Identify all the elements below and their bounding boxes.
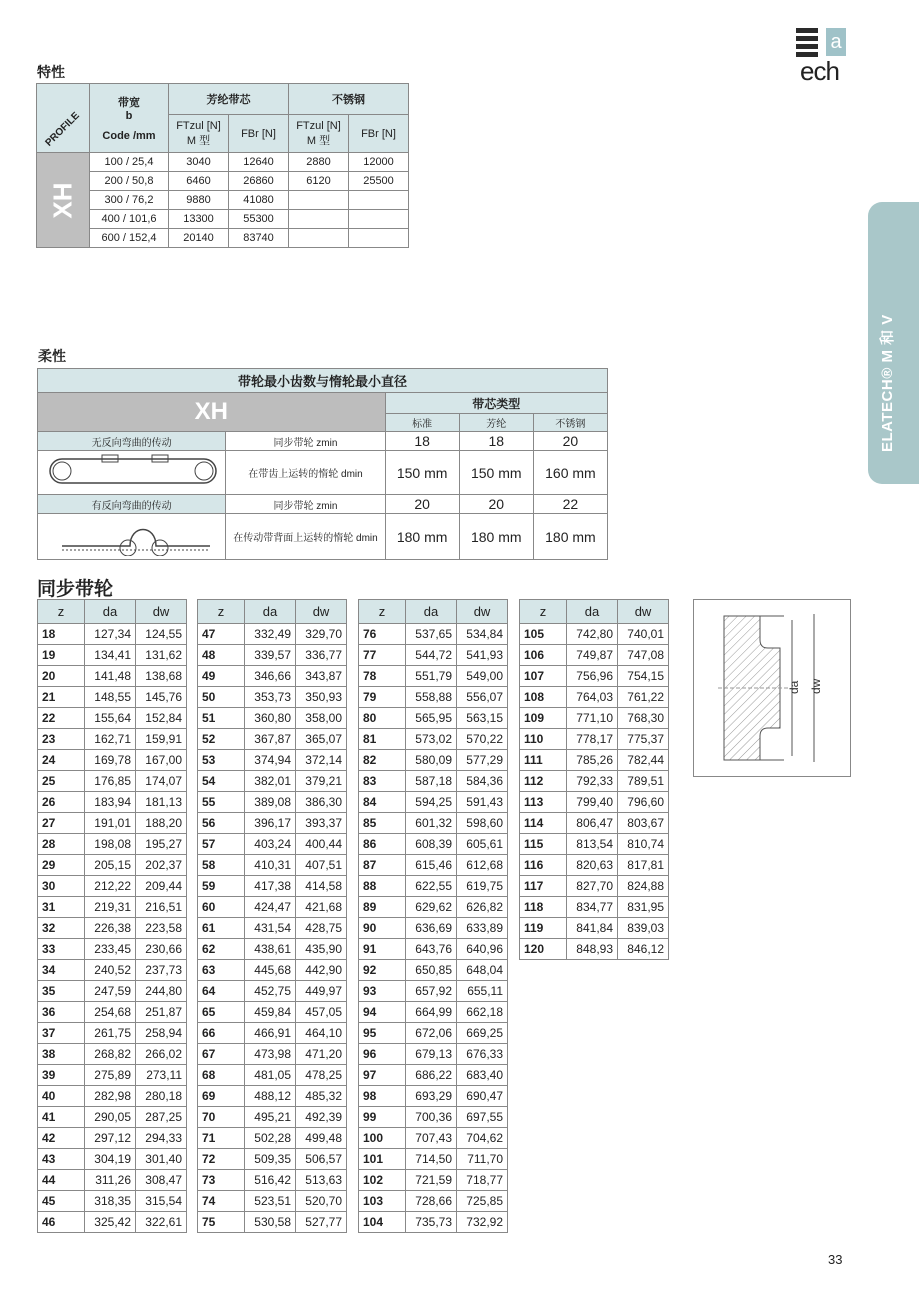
table-row: 58 410,31 407,51 bbox=[198, 855, 347, 876]
table-row: 90 636,69 633,89 bbox=[359, 918, 508, 939]
table-row: 88 622,55 619,75 bbox=[359, 876, 508, 897]
flex-row-label: 同步带轮 zmin bbox=[226, 495, 385, 514]
table-row: 43 304,19 301,40 bbox=[38, 1149, 187, 1170]
table-row: 27 191,01 188,20 bbox=[38, 813, 187, 834]
pulleys-heading: 同步带轮 bbox=[37, 579, 114, 600]
table-row: 23 162,71 159,91 bbox=[38, 729, 187, 750]
table-row: 120 848,93 846,12 bbox=[520, 939, 669, 960]
pulley-table-3: z da dw 76 537,65 534,84 77 544,72 541,93 78 551,79 549,00 79 558,88 556,07 80 565,95 563,15 81 573,02 570,22 82 580,09 577,29 83 587,18 584,36 84 594,25 591,43 85 601,32 598,60 86 608,39 605,61 87 615,46 612,68 88 622,55 619,75 89 629,62 626,82 90 636,69 633,89 91 643,76 640,96 92 650,85 648,04 93 657,92 655,11 94 664,99 662,18 95 672,06 669,25 96 679,13 676,33 97 686,22 683,40 98 693,29 690,47 99 700,36 697,55 100 707,43 704,62 101 714,50 711,70 102 721,59 718,77 103 728,66 725,85 104 735,73 732,92 bbox=[358, 599, 508, 1233]
table-row: 18 127,34 124,55 bbox=[38, 624, 187, 645]
table-row: 101 714,50 711,70 bbox=[359, 1149, 508, 1170]
table-row: 61 431,54 428,75 bbox=[198, 918, 347, 939]
table-row: 20 141,48 138,68 bbox=[38, 666, 187, 687]
table-row: 113 799,40 796,60 bbox=[520, 792, 669, 813]
table-row: 118 834,77 831,95 bbox=[520, 897, 669, 918]
table-row: 56 396,17 393,37 bbox=[198, 813, 347, 834]
table-row: 71 502,28 499,48 bbox=[198, 1128, 347, 1149]
table-row: 70 495,21 492,39 bbox=[198, 1107, 347, 1128]
table-row: 400 / 101,6 13300 55300 bbox=[37, 210, 409, 229]
table-row: 80 565,95 563,15 bbox=[359, 708, 508, 729]
table-row: 106 749,87 747,08 bbox=[520, 645, 669, 666]
core-type-header: 带芯类型 bbox=[385, 393, 607, 414]
logo-text: ech bbox=[800, 56, 839, 86]
svg-text:da: da bbox=[787, 680, 801, 694]
table-row: 26 183,94 181,13 bbox=[38, 792, 187, 813]
table-row: 105 742,80 740,01 bbox=[520, 624, 669, 645]
table-row: 68 481,05 478,25 bbox=[198, 1065, 347, 1086]
table-row: 95 672,06 669,25 bbox=[359, 1023, 508, 1044]
col-steel: 不锈钢 bbox=[533, 414, 607, 432]
table-row: 87 615,46 612,68 bbox=[359, 855, 508, 876]
table-row: 76 537,65 534,84 bbox=[359, 624, 508, 645]
belt-drive-icon bbox=[42, 451, 222, 491]
steel-fbr-header: FBr [N] bbox=[349, 115, 409, 153]
table-row: 44 311,26 308,47 bbox=[38, 1170, 187, 1191]
table-row: 102 721,59 718,77 bbox=[359, 1170, 508, 1191]
table-row: 57 403,24 400,44 bbox=[198, 834, 347, 855]
steel-ftzul-header: FTzul [N] M 型 bbox=[289, 115, 349, 153]
table-row: 104 735,73 732,92 bbox=[359, 1212, 508, 1233]
table-row: 119 841,84 839,03 bbox=[520, 918, 669, 939]
table-row: 38 268,82 266,02 bbox=[38, 1044, 187, 1065]
steel-header: 不锈钢 bbox=[289, 84, 409, 115]
table-row: 19 134,41 131,62 bbox=[38, 645, 187, 666]
table-row: 45 318,35 315,54 bbox=[38, 1191, 187, 1212]
col-standard: 标准 bbox=[385, 414, 459, 432]
table-row: 93 657,92 655,11 bbox=[359, 981, 508, 1002]
table-row: 67 473,98 471,20 bbox=[198, 1044, 347, 1065]
table-row: 53 374,94 372,14 bbox=[198, 750, 347, 771]
table-row: 600 / 152,4 20140 83740 bbox=[37, 229, 409, 248]
table-row: 36 254,68 251,87 bbox=[38, 1002, 187, 1023]
table-row: 109 771,10 768,30 bbox=[520, 708, 669, 729]
flexibility-heading: 柔性 bbox=[38, 348, 66, 364]
table-row: 39 275,89 273,11 bbox=[38, 1065, 187, 1086]
table-row: 37 261,75 258,94 bbox=[38, 1023, 187, 1044]
table-row: 107 756,96 754,15 bbox=[520, 666, 669, 687]
table-row: 60 424,47 421,68 bbox=[198, 897, 347, 918]
table-row: 77 544,72 541,93 bbox=[359, 645, 508, 666]
svg-text:dw: dw bbox=[809, 678, 823, 694]
table-row: 69 488,12 485,32 bbox=[198, 1086, 347, 1107]
table-row: 85 601,32 598,60 bbox=[359, 813, 508, 834]
flex-profile: XH bbox=[38, 393, 386, 432]
drive-no-reverse-diagram bbox=[38, 451, 226, 495]
table-row: 117 827,70 824,88 bbox=[520, 876, 669, 897]
table-row: 66 466,91 464,10 bbox=[198, 1023, 347, 1044]
table-row: 30 212,22 209,44 bbox=[38, 876, 187, 897]
aramid-ftzul-header: FTzul [N] M 型 bbox=[169, 115, 229, 153]
table-row: 41 290,05 287,25 bbox=[38, 1107, 187, 1128]
table-row: 29 205,15 202,37 bbox=[38, 855, 187, 876]
table-row: 33 233,45 230,66 bbox=[38, 939, 187, 960]
table-row: 74 523,51 520,70 bbox=[198, 1191, 347, 1212]
profile-header: PROFILE bbox=[37, 84, 90, 153]
table-row: 92 650,85 648,04 bbox=[359, 960, 508, 981]
aramid-fbr-header: FBr [N] bbox=[229, 115, 289, 153]
properties-table bbox=[36, 83, 409, 248]
table-row: 78 551,79 549,00 bbox=[359, 666, 508, 687]
table-row: 34 240,52 237,73 bbox=[38, 960, 187, 981]
aramid-header: 芳纶带芯 bbox=[169, 84, 289, 115]
table-row: 114 806,47 803,67 bbox=[520, 813, 669, 834]
side-tab-label: ELATECH® M 和 V bbox=[879, 314, 896, 452]
table-row: XH 100 / 25,4 3040 12640 2880 12000 bbox=[37, 153, 409, 172]
table-row: 50 353,73 350,93 bbox=[198, 687, 347, 708]
table-row: 54 382,01 379,21 bbox=[198, 771, 347, 792]
table-row: 108 764,03 761,22 bbox=[520, 687, 669, 708]
flex-row-label: 同步带轮 zmin bbox=[226, 432, 385, 451]
col-aramid: 芳纶 bbox=[459, 414, 533, 432]
drive-no-reverse-label: 无反向弯曲的传动 bbox=[38, 432, 226, 451]
table-row: 59 417,38 414,58 bbox=[198, 876, 347, 897]
page-number: 33 bbox=[828, 1252, 843, 1267]
table-row: 115 813,54 810,74 bbox=[520, 834, 669, 855]
pulley-drawing bbox=[693, 599, 851, 777]
profile-name: XH bbox=[37, 153, 90, 248]
table-row: 97 686,22 683,40 bbox=[359, 1065, 508, 1086]
table-row: 111 785,26 782,44 bbox=[520, 750, 669, 771]
table-row: 82 580,09 577,29 bbox=[359, 750, 508, 771]
table-row: 99 700,36 697,55 bbox=[359, 1107, 508, 1128]
table-row: 112 792,33 789,51 bbox=[520, 771, 669, 792]
table-row: 73 516,42 513,63 bbox=[198, 1170, 347, 1191]
table-row: 81 573,02 570,22 bbox=[359, 729, 508, 750]
reverse-belt-icon bbox=[42, 514, 222, 556]
pulley-section-icon bbox=[694, 600, 850, 776]
table-row: 103 728,66 725,85 bbox=[359, 1191, 508, 1212]
pulley-table-2: z da dw 47 332,49 329,70 48 339,57 336,77 49 346,66 343,87 50 353,73 350,93 51 360,80 358,00 52 367,87 365,07 53 374,94 372,14 54 382,01 379,21 55 389,08 386,30 56 396,17 393,37 57 403,24 400,44 58 410,31 407,51 59 417,38 414,58 60 424,47 421,68 61 431,54 428,75 62 438,61 435,90 63 445,68 442,90 64 452,75 449,97 65 459,84 457,05 66 466,91 464,10 67 473,98 471,20 68 481,05 478,25 69 488,12 485,32 70 495,21 492,39 71 502,28 499,48 72 509,35 506,57 73 516,42 513,63 74 523,51 520,70 75 530,58 527,77 bbox=[197, 599, 347, 1233]
table-row: 25 176,85 174,07 bbox=[38, 771, 187, 792]
table-row: 65 459,84 457,05 bbox=[198, 1002, 347, 1023]
brand-logo bbox=[796, 24, 852, 86]
table-row: 98 693,29 690,47 bbox=[359, 1086, 508, 1107]
table-row: 32 226,38 223,58 bbox=[38, 918, 187, 939]
table-row: 49 346,66 343,87 bbox=[198, 666, 347, 687]
table-row: 200 / 50,8 6460 26860 6120 25500 bbox=[37, 172, 409, 191]
table-row: 300 / 76,2 9880 41080 bbox=[37, 191, 409, 210]
flex-row-label: 在带齿上运转的惰轮 dmin bbox=[226, 451, 385, 495]
table-row: 94 664,99 662,18 bbox=[359, 1002, 508, 1023]
table-row: 22 155,64 152,84 bbox=[38, 708, 187, 729]
table-row: 24 169,78 167,00 bbox=[38, 750, 187, 771]
table-row: 35 247,59 244,80 bbox=[38, 981, 187, 1002]
table-row: 46 325,42 322,61 bbox=[38, 1212, 187, 1233]
properties-heading: 特性 bbox=[37, 64, 65, 80]
flexibility-table: 带轮最小齿数与惰轮最小直径 XH 带芯类型 标准 芳纶 不锈钢 无反向弯曲的传动 同步带轮 zmin 18 18 20 在带齿上运转的惰轮 dmin 150 mm 150 mm 160 mm 有反向弯曲的传动 同步带轮 zmin 20 20 22 在传动带背面上运转的惰轮 dmin 180 mm 180 mm 180 mm bbox=[37, 368, 608, 560]
table-row: 79 558,88 556,07 bbox=[359, 687, 508, 708]
drive-reverse-diagram bbox=[38, 514, 226, 560]
table-row: 47 332,49 329,70 bbox=[198, 624, 347, 645]
logo-letter: a bbox=[826, 28, 846, 56]
table-row: 28 198,08 195,27 bbox=[38, 834, 187, 855]
flex-title: 带轮最小齿数与惰轮最小直径 bbox=[38, 369, 608, 393]
table-row: 64 452,75 449,97 bbox=[198, 981, 347, 1002]
table-row: 72 509,35 506,57 bbox=[198, 1149, 347, 1170]
table-row: 91 643,76 640,96 bbox=[359, 939, 508, 960]
drive-reverse-label: 有反向弯曲的传动 bbox=[38, 495, 226, 514]
table-row: 89 629,62 626,82 bbox=[359, 897, 508, 918]
table-row: 31 219,31 216,51 bbox=[38, 897, 187, 918]
table-row: 75 530,58 527,77 bbox=[198, 1212, 347, 1233]
table-row: 21 148,55 145,76 bbox=[38, 687, 187, 708]
table-row: 100 707,43 704,62 bbox=[359, 1128, 508, 1149]
table-row: 62 438,61 435,90 bbox=[198, 939, 347, 960]
table-row: 96 679,13 676,33 bbox=[359, 1044, 508, 1065]
table-row: 42 297,12 294,33 bbox=[38, 1128, 187, 1149]
table-row: 84 594,25 591,43 bbox=[359, 792, 508, 813]
table-row: 63 445,68 442,90 bbox=[198, 960, 347, 981]
table-row: 83 587,18 584,36 bbox=[359, 771, 508, 792]
pulley-table-4: z da dw 105 742,80 740,01 106 749,87 747,08 107 756,96 754,15 108 764,03 761,22 109 771,10 768,30 110 778,17 775,37 111 785,26 782,44 112 792,33 789,51 113 799,40 796,60 114 806,47 803,67 115 813,54 810,74 116 820,63 817,81 117 827,70 824,88 118 834,77 831,95 119 841,84 839,03 120 848,93 846,12 bbox=[519, 599, 669, 960]
table-row: 51 360,80 358,00 bbox=[198, 708, 347, 729]
table-row: 55 389,08 386,30 bbox=[198, 792, 347, 813]
table-row: 48 339,57 336,77 bbox=[198, 645, 347, 666]
side-tab bbox=[868, 202, 919, 484]
table-row: 86 608,39 605,61 bbox=[359, 834, 508, 855]
table-row: 116 820,63 817,81 bbox=[520, 855, 669, 876]
width-header: 带宽 b Code /mm bbox=[90, 84, 169, 153]
table-row: 40 282,98 280,18 bbox=[38, 1086, 187, 1107]
table-row: 110 778,17 775,37 bbox=[520, 729, 669, 750]
flex-row-label: 在传动带背面上运转的惰轮 dmin bbox=[226, 514, 385, 560]
pulley-table-1: z da dw 18 127,34 124,55 19 134,41 131,62 20 141,48 138,68 21 148,55 145,76 22 155,64 152,84 23 162,71 159,91 24 169,78 167,00 25 176,85 174,07 26 183,94 181,13 27 191,01 188,20 28 198,08 195,27 29 205,15 202,37 30 212,22 209,44 31 219,31 216,51 32 226,38 223,58 33 233,45 230,66 34 240,52 237,73 35 247,59 244,80 36 254,68 251,87 37 261,75 258,94 38 268,82 266,02 39 275,89 273,11 40 282,98 280,18 41 290,05 287,25 42 297,12 294,33 43 304,19 301,40 44 311,26 308,47 45 318,35 315,54 46 325,42 322,61 bbox=[37, 599, 187, 1233]
table-row: 52 367,87 365,07 bbox=[198, 729, 347, 750]
